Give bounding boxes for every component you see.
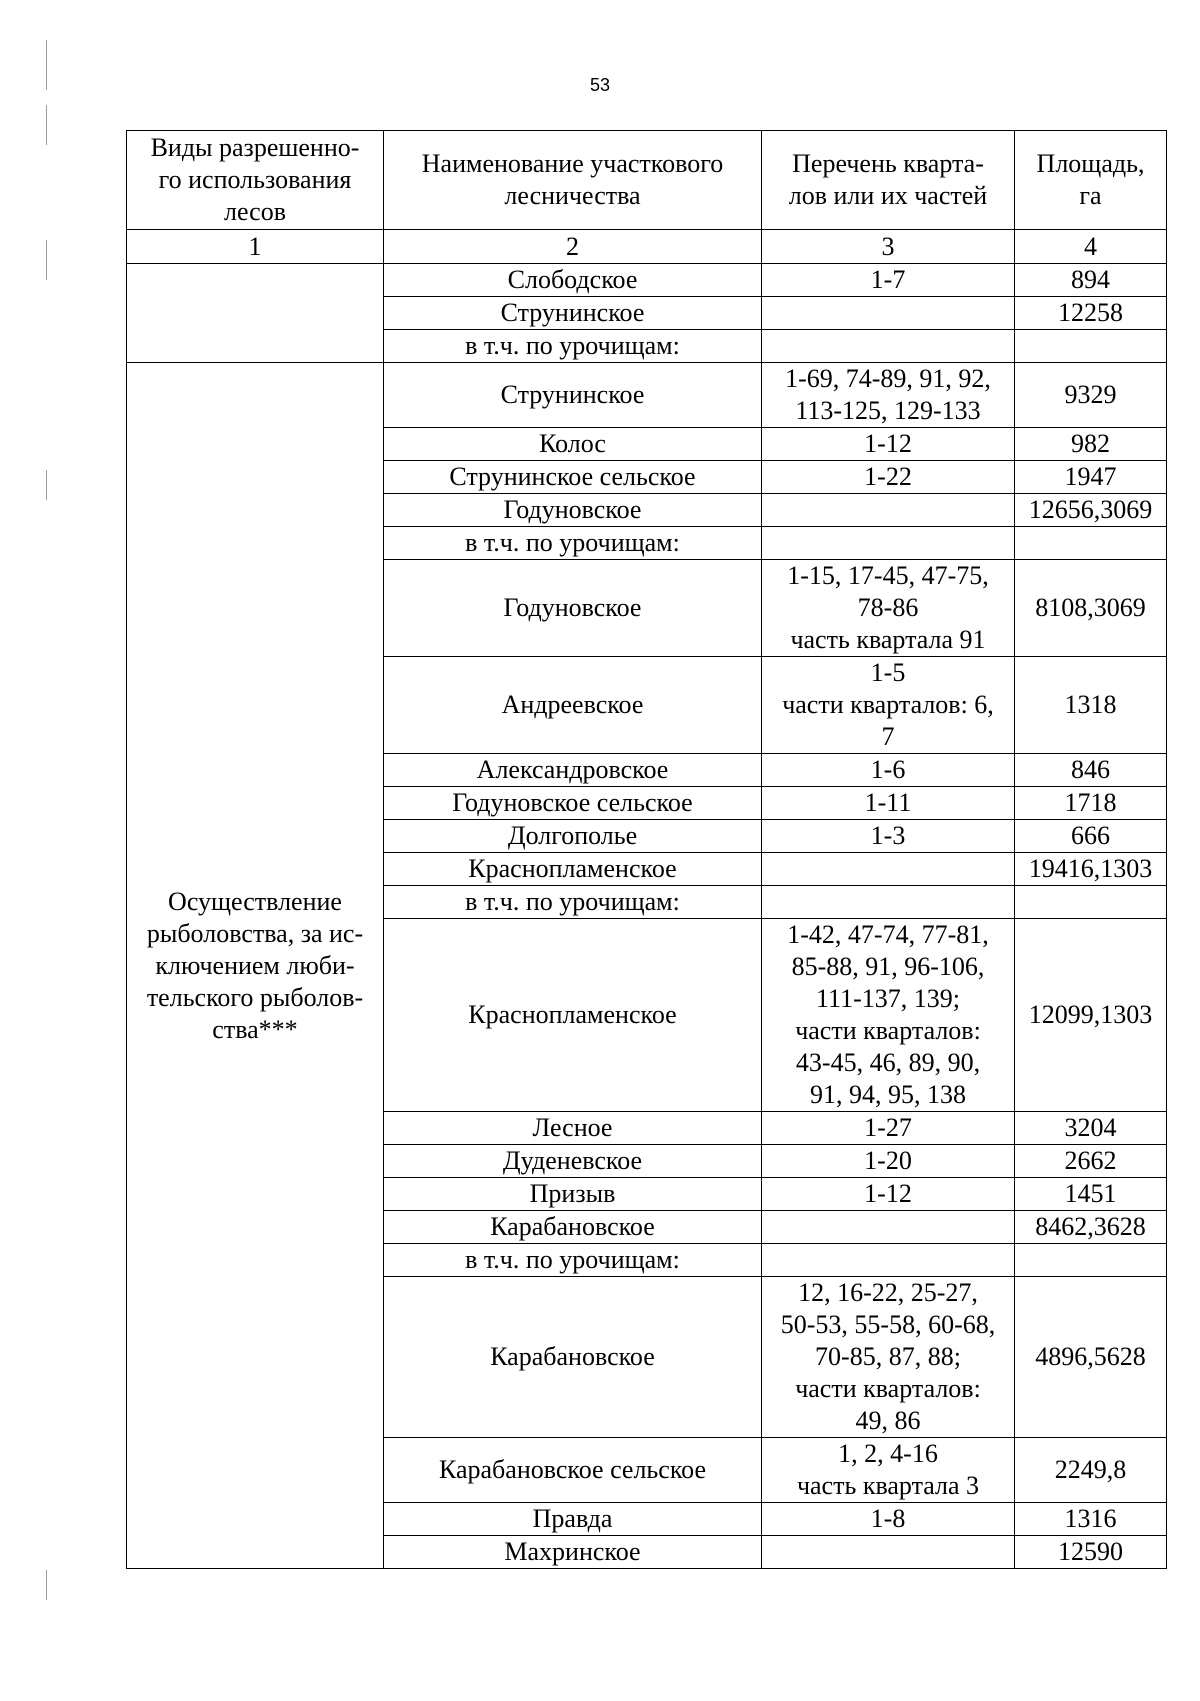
page-number: 53 xyxy=(589,75,611,95)
area-cell: 666 xyxy=(1015,820,1167,853)
quarters-cell xyxy=(762,330,1015,363)
forestry-name-cell: в т.ч. по урочищам: xyxy=(384,1244,762,1277)
forestry-name-cell: Колос xyxy=(384,428,762,461)
area-cell: 894 xyxy=(1015,264,1167,297)
area-cell: 1316 xyxy=(1015,1503,1167,1536)
forestry-name-cell: Годуновское xyxy=(384,494,762,527)
area-cell: 846 xyxy=(1015,754,1167,787)
forestry-name-cell: Дуденевское xyxy=(384,1145,762,1178)
area-cell: 2249,8 xyxy=(1015,1438,1167,1503)
quarters-cell xyxy=(762,1536,1015,1569)
area-cell xyxy=(1015,1244,1167,1277)
forestry-name-cell: Струнинское xyxy=(384,363,762,428)
forestry-name-cell: Краснопламенское xyxy=(384,919,762,1112)
area-cell: 9329 xyxy=(1015,363,1167,428)
forestry-name-cell: в т.ч. по урочищам: xyxy=(384,330,762,363)
forestry-name-cell: Годуновское xyxy=(384,560,762,657)
quarters-cell xyxy=(762,1211,1015,1244)
forestry-name-cell: Правда xyxy=(384,1503,762,1536)
quarters-cell: 1, 2, 4-16 часть квартала 3 xyxy=(762,1438,1015,1503)
quarters-cell xyxy=(762,1244,1015,1277)
quarters-cell: 1-12 xyxy=(762,428,1015,461)
area-cell: 1451 xyxy=(1015,1178,1167,1211)
forestry-name-cell: Струнинское сельское xyxy=(384,461,762,494)
quarters-cell: 1-42, 47-74, 77-81, 85-88, 91, 96-106, 111-137, 139; части кварталов: 43-45, 46, 89, 90, 91, 94, 95, 138 xyxy=(762,919,1015,1112)
column-number: 2 xyxy=(384,230,762,264)
forestry-name-cell: Краснопламенское xyxy=(384,853,762,886)
area-cell: 1718 xyxy=(1015,787,1167,820)
forestry-name-cell: Долгополье xyxy=(384,820,762,853)
quarters-cell: 1-27 xyxy=(762,1112,1015,1145)
area-cell: 8462,3628 xyxy=(1015,1211,1167,1244)
quarters-cell xyxy=(762,494,1015,527)
forestry-name-cell: Слободское xyxy=(384,264,762,297)
area-cell: 19416,1303 xyxy=(1015,853,1167,886)
forestry-name-cell: Карабановское сельское xyxy=(384,1438,762,1503)
forestry-name-cell: Махринское xyxy=(384,1536,762,1569)
quarters-cell: 12, 16-22, 25-27, 50-53, 55-58, 60-68, 70-85, 87, 88; части кварталов: 49, 86 xyxy=(762,1277,1015,1438)
table-row xyxy=(127,264,1167,297)
quarters-cell: 1-8 xyxy=(762,1503,1015,1536)
header-forestry-name: Наименование участкового лесничества xyxy=(384,131,762,230)
header-area: Площадь, га xyxy=(1015,131,1167,230)
forestry-name-cell: Струнинское xyxy=(384,297,762,330)
quarters-cell xyxy=(762,527,1015,560)
quarters-cell xyxy=(762,297,1015,330)
area-cell xyxy=(1015,330,1167,363)
forestry-name-cell: Андреевское xyxy=(384,657,762,754)
column-number: 4 xyxy=(1015,230,1167,264)
quarters-cell: 1-5 части кварталов: 6, 7 xyxy=(762,657,1015,754)
area-cell: 982 xyxy=(1015,428,1167,461)
forestry-name-cell: Карабановское xyxy=(384,1211,762,1244)
area-cell: 12656,3069 xyxy=(1015,494,1167,527)
forestry-name-cell: Годуновское сельское xyxy=(384,787,762,820)
quarters-cell xyxy=(762,886,1015,919)
scan-margin-mark xyxy=(46,40,47,90)
quarters-cell xyxy=(762,853,1015,886)
area-cell: 12099,1303 xyxy=(1015,919,1167,1112)
header-quarters-list: Перечень кварта- лов или их частей xyxy=(762,131,1015,230)
quarters-cell: 1-11 xyxy=(762,787,1015,820)
forestry-name-cell: в т.ч. по урочищам: xyxy=(384,527,762,560)
forest-use-table xyxy=(126,130,1167,1569)
area-cell: 3204 xyxy=(1015,1112,1167,1145)
scan-margin-mark xyxy=(46,470,47,500)
quarters-cell: 1-22 xyxy=(762,461,1015,494)
quarters-cell: 1-15, 17-45, 47-75, 78-86 часть квартала 91 xyxy=(762,560,1015,657)
forestry-name-cell: Призыв xyxy=(384,1178,762,1211)
column-number: 3 xyxy=(762,230,1015,264)
forestry-name-cell: в т.ч. по урочищам: xyxy=(384,886,762,919)
scan-margin-mark xyxy=(46,240,47,280)
use-kind-cell-empty xyxy=(127,264,384,363)
quarters-cell: 1-20 xyxy=(762,1145,1015,1178)
quarters-cell: 1-69, 74-89, 91, 92, 113-125, 129-133 xyxy=(762,363,1015,428)
table-row xyxy=(127,363,1167,428)
area-cell xyxy=(1015,886,1167,919)
use-kind-cell: Осуществление рыболовства, за ис- ключением люби- тельского рыболов- ства*** xyxy=(127,363,384,1569)
area-cell: 1318 xyxy=(1015,657,1167,754)
quarters-cell: 1-7 xyxy=(762,264,1015,297)
scan-margin-mark xyxy=(46,1570,47,1600)
quarters-cell: 1-3 xyxy=(762,820,1015,853)
forestry-name-cell: Карабановское xyxy=(384,1277,762,1438)
area-cell: 12590 xyxy=(1015,1536,1167,1569)
scan-margin-mark xyxy=(46,105,47,145)
quarters-cell: 1-12 xyxy=(762,1178,1015,1211)
forestry-name-cell: Александровское xyxy=(384,754,762,787)
area-cell: 2662 xyxy=(1015,1145,1167,1178)
area-cell: 8108,3069 xyxy=(1015,560,1167,657)
area-cell: 1947 xyxy=(1015,461,1167,494)
header-use-kind: Виды разрешенно- го использования лесов xyxy=(127,131,384,230)
quarters-cell: 1-6 xyxy=(762,754,1015,787)
area-cell xyxy=(1015,527,1167,560)
forestry-name-cell: Лесное xyxy=(384,1112,762,1145)
column-number-row xyxy=(127,230,1167,264)
table-header-row xyxy=(127,131,1167,230)
area-cell: 12258 xyxy=(1015,297,1167,330)
column-number: 1 xyxy=(127,230,384,264)
area-cell: 4896,5628 xyxy=(1015,1277,1167,1438)
